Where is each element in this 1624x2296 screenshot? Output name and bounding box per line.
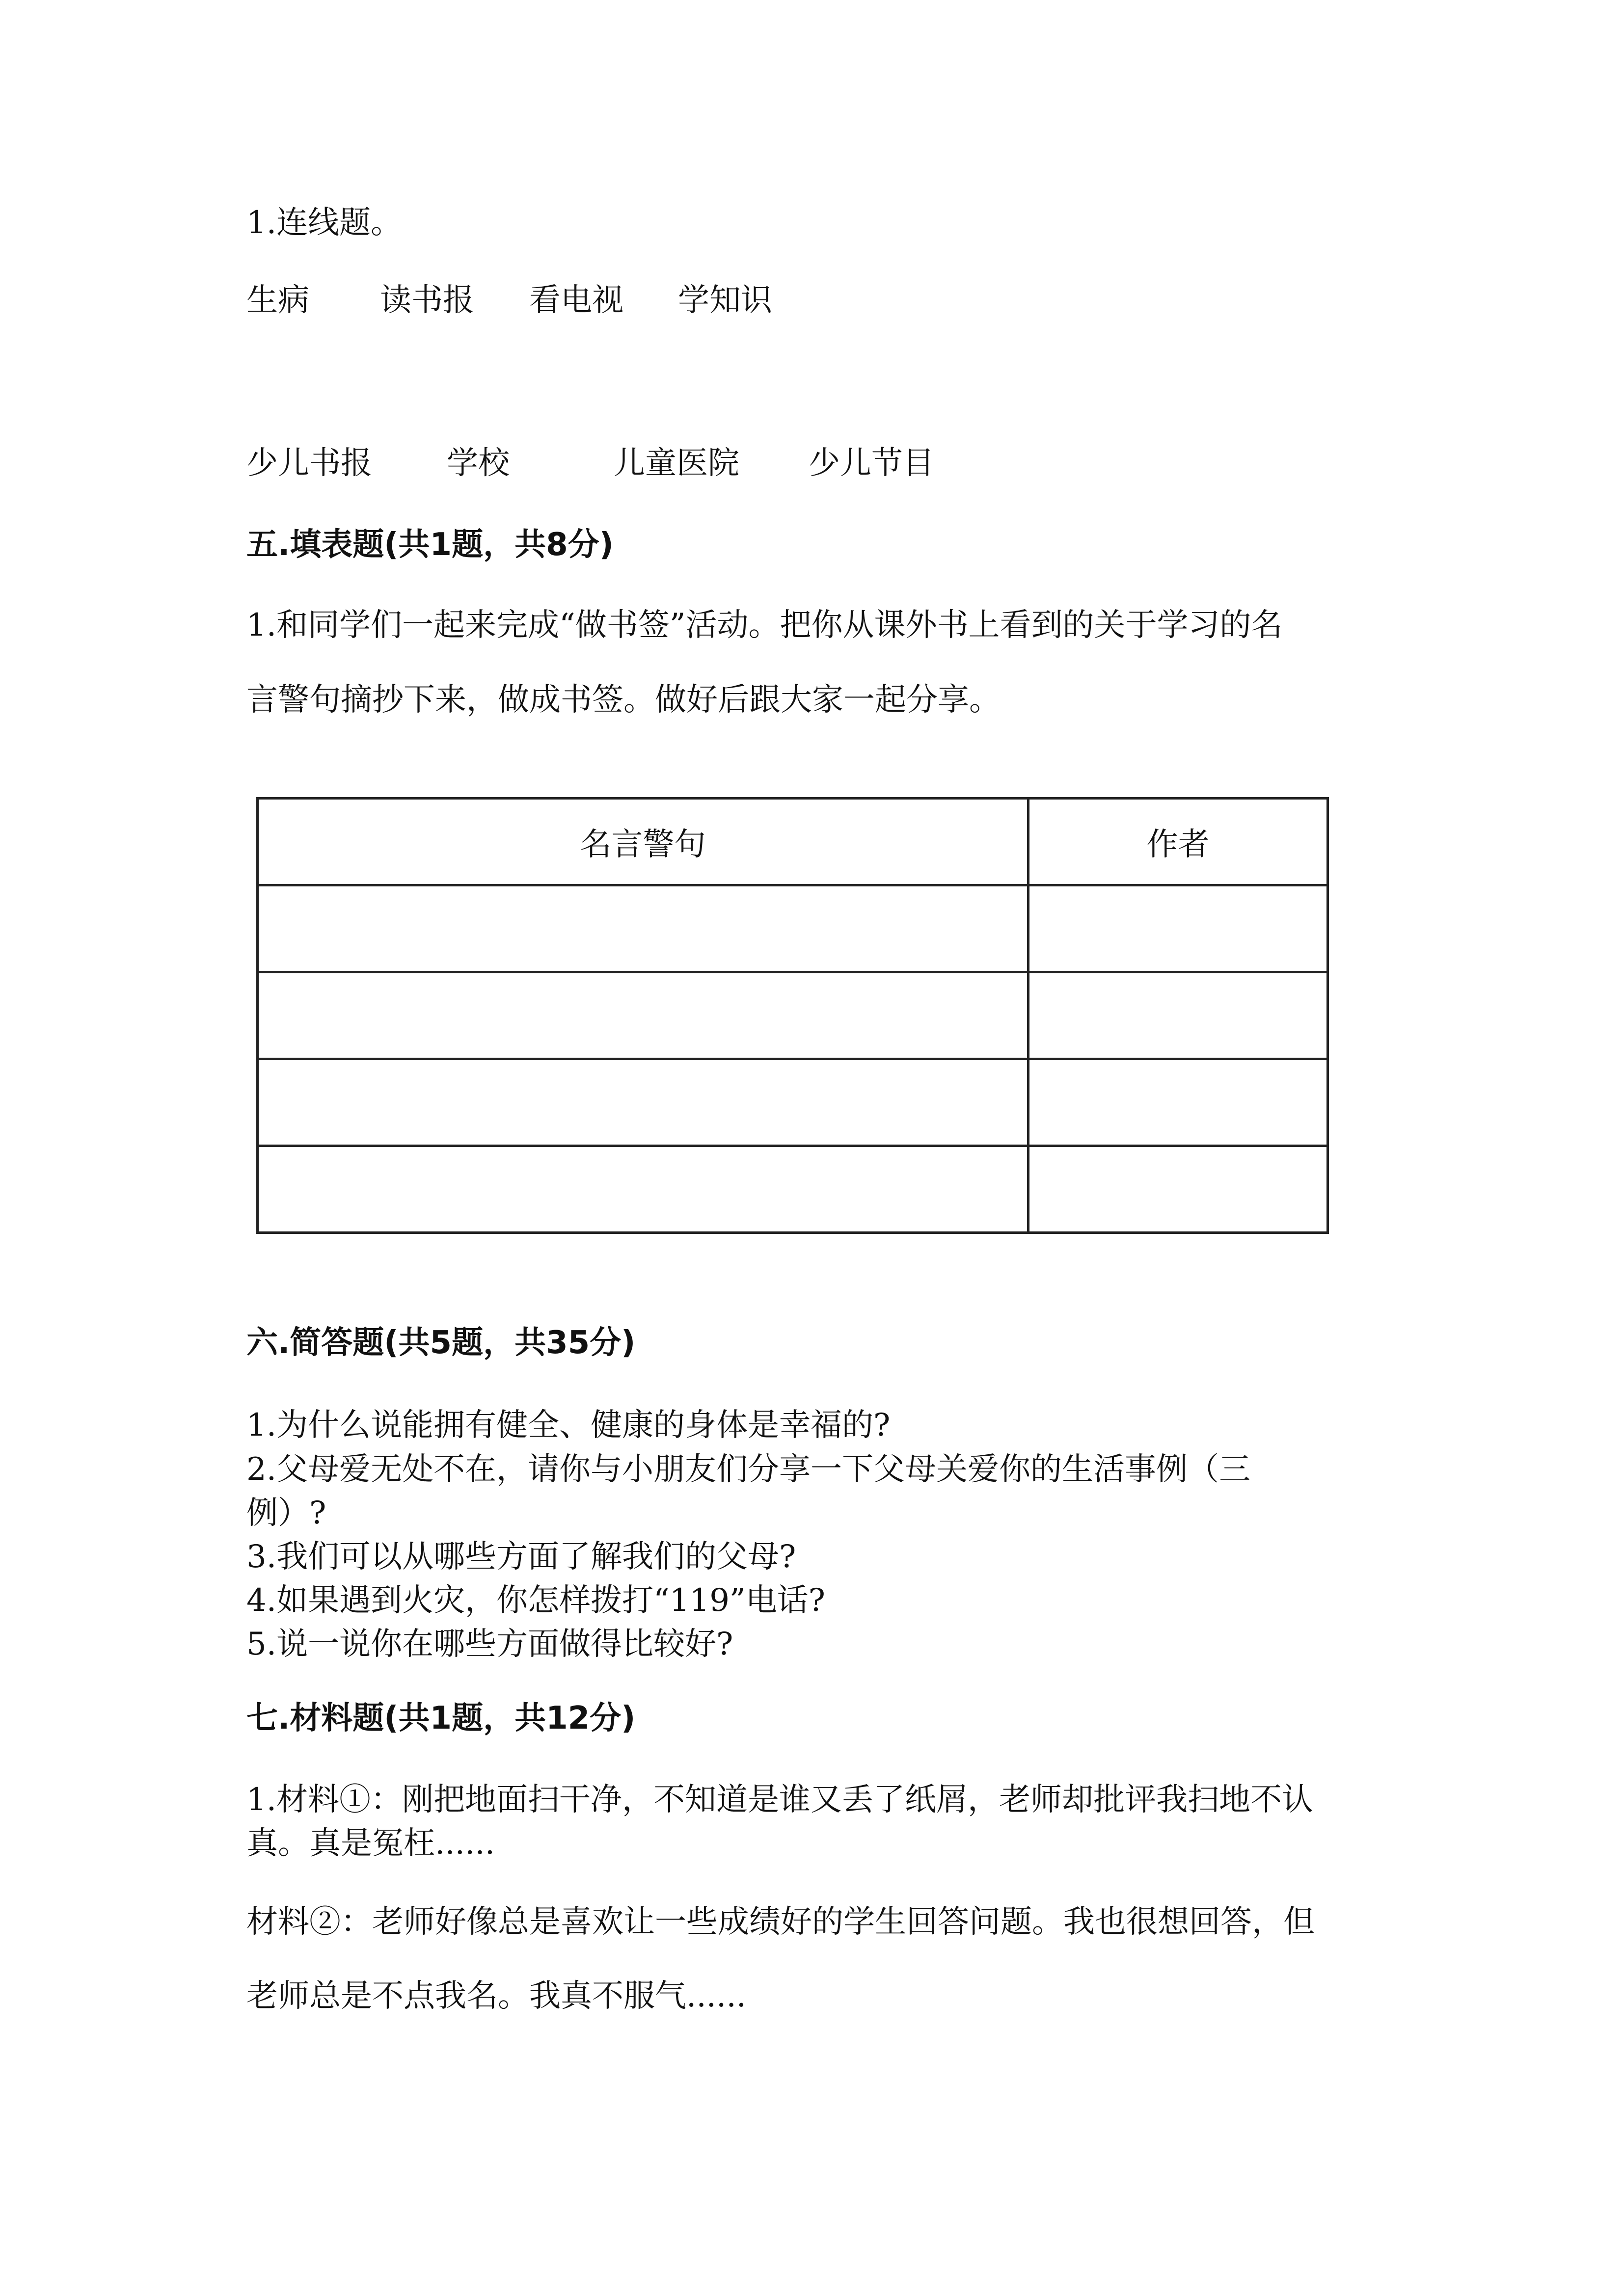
- material-text: 真。真是冤枉......: [246, 1825, 495, 1862]
- material-text: 材料②：老师好像总是喜欢让一些成绩好的学生回答问题。我也很想回答，但: [246, 1904, 1315, 1940]
- material-text: 1.材料①：刚把地面扫干净，不知道是谁又丢了纸屑，老师却批评我扫地不认: [246, 1782, 1314, 1818]
- author-cell[interactable]: [1029, 885, 1328, 972]
- quote-cell[interactable]: [258, 885, 1029, 972]
- match-top-item: 看电视: [529, 282, 623, 319]
- author-cell[interactable]: [1029, 972, 1328, 1059]
- quote-cell[interactable]: [258, 972, 1029, 1059]
- table-row: [258, 1146, 1328, 1233]
- table-row: [258, 885, 1328, 972]
- table-header-row: [258, 799, 1328, 885]
- column-header-quote: 名言警句: [258, 799, 1029, 885]
- quote-cell[interactable]: [258, 1059, 1029, 1146]
- section-heading: 五.填表题(共1题，共8分): [246, 527, 614, 563]
- match-top-item: 读书报: [380, 282, 474, 319]
- material-text: 老师总是不点我名。我真不服气......: [246, 1978, 747, 2014]
- match-bottom-item: 少儿书报: [246, 445, 372, 481]
- section-heading: 六.简答题(共5题，共35分): [246, 1325, 636, 1361]
- match-top-item: 生病: [246, 282, 309, 319]
- question-text: 例）?: [246, 1495, 326, 1531]
- question-text: 3.我们可以从哪些方面了解我们的父母?: [246, 1539, 796, 1575]
- question-text: 2.父母爱无处不在，请你与小朋友们分享一下父母关爱你的生活事例（三: [246, 1451, 1251, 1488]
- question-text: 1.为什么说能拥有健全、健康的身体是幸福的?: [246, 1407, 891, 1443]
- table-row: [258, 972, 1328, 1059]
- column-header-author: 作者: [1029, 799, 1328, 885]
- match-bottom-item: 学校: [447, 445, 510, 481]
- match-top-item: 学知识: [678, 282, 772, 319]
- match-bottom-item: 儿童医院: [614, 445, 739, 481]
- question-text: 言警句摘抄下来，做成书签。做好后跟大家一起分享。: [246, 682, 1001, 718]
- author-cell[interactable]: [1029, 1059, 1328, 1146]
- section-heading: 七.材料题(共1题，共12分): [246, 1700, 636, 1736]
- question-text: 4.如果遇到火灾，你怎样拨打“119”电话?: [246, 1582, 825, 1619]
- match-bottom-item: 少儿节目: [809, 445, 934, 481]
- quotes-table: [256, 797, 1329, 1234]
- question-text: 1.和同学们一起来完成“做书签”活动。把你从课外书上看到的关于学习的名: [246, 607, 1283, 643]
- question-text: 5.说一说你在哪些方面做得比较好?: [246, 1626, 733, 1662]
- matching-question-title: 1.连线题。: [246, 205, 403, 241]
- table-row: [258, 1059, 1328, 1146]
- author-cell[interactable]: [1029, 1146, 1328, 1233]
- quote-cell[interactable]: [258, 1146, 1029, 1233]
